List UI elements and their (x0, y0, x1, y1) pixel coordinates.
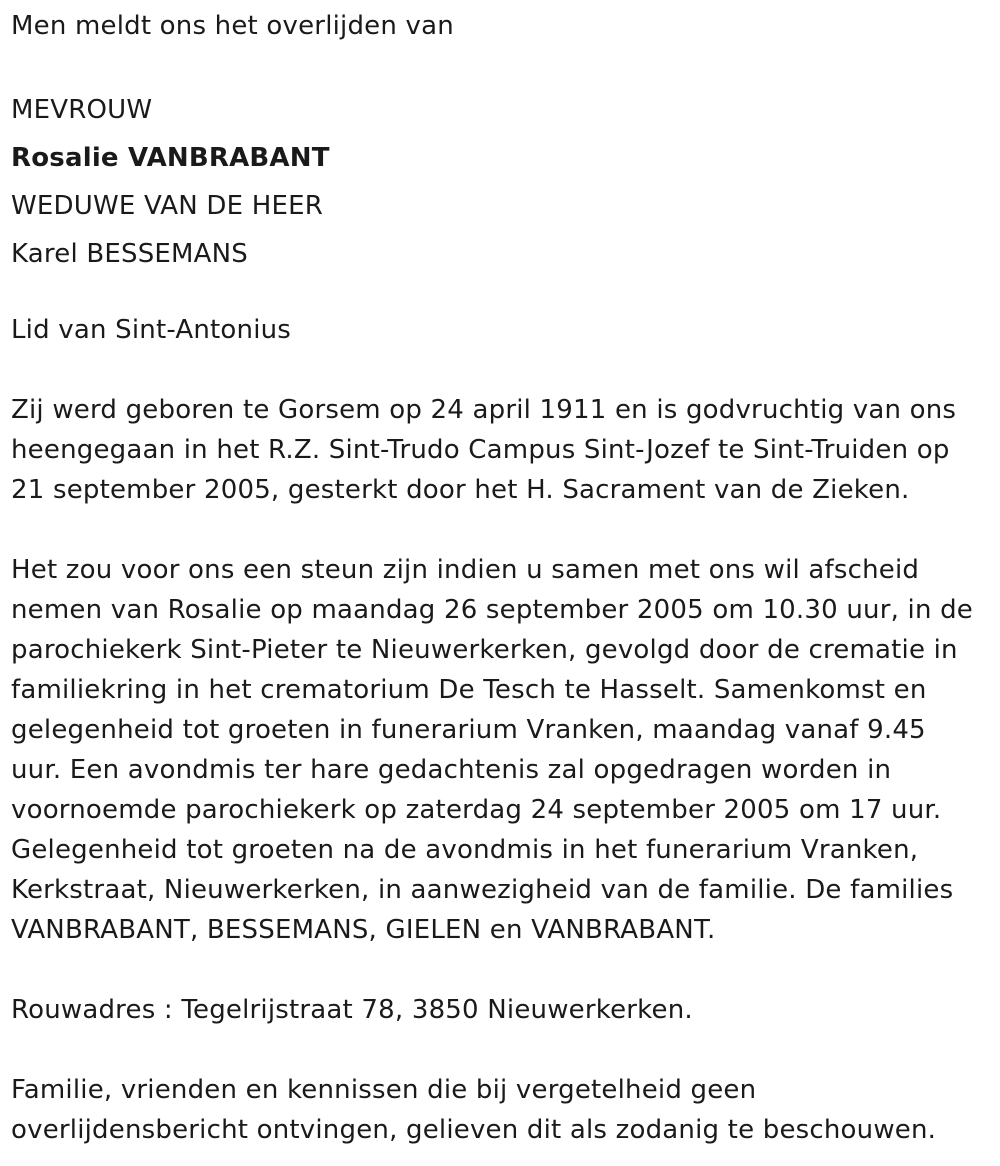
paragraph-line: Het zou voor ons een steun zijn indien u samen met ons wil afscheid (11, 555, 920, 585)
death-notice-document (11, 6, 991, 1150)
mourning-address: Rouwadres : Tegelrijstraat 78, 3850 Nieuwerkerken. (11, 995, 693, 1025)
spacer (11, 510, 991, 550)
birth-death-paragraph (11, 390, 991, 510)
spacer (11, 1030, 991, 1070)
ceremony-paragraph (11, 550, 991, 950)
membership-text: Lid van Sint-Antonius (11, 315, 292, 345)
paragraph-line: uur. Een avondmis ter hare gedachtenis zal opgedragen worden in (11, 755, 892, 785)
paragraph-line: Familie, vrienden en kennissen die bij vergetelheid geen (11, 1075, 757, 1105)
paragraph-line: familiekring in het crematorium De Tesch te Hasselt. Samenkomst en (11, 675, 927, 705)
closing-paragraph (11, 1070, 991, 1150)
paragraph-line: gelegenheid tot groeten in funerarium Vranken, maandag vanaf 9.45 (11, 715, 926, 745)
deceased-name: Rosalie VANBRABANT (11, 143, 330, 173)
paragraph-line: Kerkstraat, Nieuwerkerken, in aanwezigheid van de familie. De families (11, 875, 954, 905)
spacer (11, 46, 991, 86)
spacer (11, 950, 991, 990)
spacer (11, 350, 991, 390)
paragraph-line: parochiekerk Sint-Pieter te Nieuwerkerken, gevolgd door de crematie in (11, 635, 958, 665)
spouse-name: Karel BESSEMANS (11, 239, 248, 269)
paragraph-line: nemen van Rosalie op maandag 26 september 2005 om 10.30 uur, in de (11, 595, 973, 625)
deceased-header (11, 86, 991, 278)
intro-text: Men meldt ons het overlijden van (11, 11, 454, 41)
spacer (11, 278, 991, 310)
paragraph-line: overlijdensbericht ontvingen, gelieven dit als zodanig te beschouwen. (11, 1115, 937, 1145)
paragraph-line: voornoemde parochiekerk op zaterdag 24 september 2005 om 17 uur. (11, 795, 942, 825)
paragraph-line: VANBRABANT, BESSEMANS, GIELEN en VANBRABANT. (11, 915, 716, 945)
title-prefix: MEVROUW (11, 95, 153, 125)
paragraph-line: 21 september 2005, gesterkt door het H. Sacrament van de Zieken. (11, 475, 910, 505)
relation-text: WEDUWE VAN DE HEER (11, 191, 323, 221)
paragraph-line: Gelegenheid tot groeten na de avondmis in het funerarium Vranken, (11, 835, 919, 865)
paragraph-line: heengegaan in het R.Z. Sint-Trudo Campus Sint-Jozef te Sint-Truiden op (11, 435, 950, 465)
paragraph-line: Zij werd geboren te Gorsem op 24 april 1911 en is godvruchtig van ons (11, 395, 957, 425)
